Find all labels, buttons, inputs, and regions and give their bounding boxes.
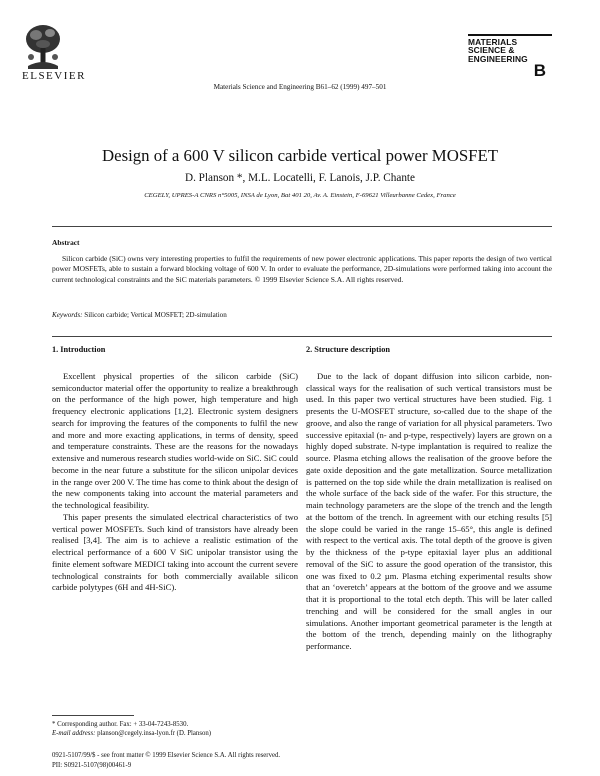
paragraph: This paper presents the simulated electrical characteristics of two vertical power MOSFETs. Such kind of transistors have already been realised [3,4]. The aim is to achieve a realistic estimation of the electrical performance of a 600 V SiC unipolar transistor using the finite element software MEDICI taking into account the current severe technological constraints for both commercially available silicon carbide polytypes (6H and 4H-SiC). [52,511,298,593]
left-column [52,344,298,594]
elsevier-tree-logo [22,22,64,70]
journal-logo-line: MATERIALS [468,37,518,47]
keywords [52,311,227,319]
paragraph: Excellent physical properties of the silicon carbide (SiC) semiconductor material offer the opportunity to realize a breakthrough on the performance of the high power, high temperature and high frequency electronic applications [1,2]. Electronic system designers search for improving the features of the components to fulfil the new and more and more exacting applications, in terms of density, speed and temperature constraints. These are the reasons for the nowadays extensive and numerous research studies world-wide on SiC. SiC could become in the near future a substitute for the silicon unipolar devices in the range over 200 V. The time has come to think about the design of the new components taking into account the material parameters and the technological feasibility. [52,370,298,510]
journal-logo [468,34,552,81]
journal-logo-letter: B [533,61,546,81]
abstract-bottom-divider [52,336,552,337]
abstract-heading: Abstract [52,238,80,247]
abstract-top-divider [52,226,552,227]
section-heading-structure: 2. Structure description [306,345,390,354]
publisher-name: ELSEVIER [22,70,86,82]
paragraph: Due to the lack of dopant diffusion into silicon carbide, non-classical ways for the realisation of such vertical transistors must be used. In this paper two vertical structures have been studied. Fig. 1 presents the U-MOSFET structure, so-called due to the shape of the groove, and also the range of variation for all physical parameters. Two successive epitaxial (n- and p-type, respectively) layers are grown on a highly doped substrate. N-type implantation is required to realize the source. Plasma etching allows the realisation of the groove before the gate oxide deposition and the gate metallization. Source metallization is patterned on the top side while the drain metallization is realised on the whole surface of the back side of the wafer. For this structure, the main technology parameters are the slope of the trench and the length at the bottom of the trench. In agreement with our etching results [5] the slope could be varied in the range 15–65°, this angle is defined with respect to the vertical axis. The total depth of the groove is given by the thickness of the p-type epitaxial layer plus an additional removal of the SiC to assure the good operation of the transistor, this one was fixed to 0.2 µm. Plasma etching experimental results show that an ‘overetch’ appears at the bottom of the groove and we assume that it is proportional to the total etch depth. This will be later called trenching and will be considered for the small angles in our simulations. Another important geometrical parameter is the length at the bottom of the trench, depending mainly on the lithography performance. [306,370,552,651]
section-heading-introduction: 1. Introduction [52,345,106,354]
journal-logo-line: ENGINEERING [468,53,528,64]
pii-line: PII: S0921-5107(98)00461-9 [52,761,132,769]
journal-logo-rule [468,34,552,36]
journal-reference: Materials Science and Engineering B61–62 (1999) 497–501 [213,83,387,91]
keywords-list: Silicon carbide; Vertical MOSFET; 2D-simulation [84,311,227,319]
corresponding-author-note: * Corresponding author. Fax: + 33-04-7243-8530. [52,721,189,728]
journal-logo-line: SCIENCE & [468,45,515,56]
front-matter [52,751,280,771]
author-list: D. Planson *, M.L. Locatelli, F. Lanois, J.P. Chante [185,172,415,184]
copyright-line: 0921-5107/99/$ - see front matter © 1999 Elsevier Science S.A. All rights reserved. [52,752,281,759]
right-column [306,344,552,653]
footnote [52,720,298,739]
affiliation: CEGELY, UPRES-A CNRS n°5005, INSA de Lyon, Bat 401 20, Av. A. Einstein, F-69621 Villeurbanne Cedex, France [144,192,456,199]
paper-title: Design of a 600 V silicon carbide vertical power MOSFET [102,146,498,165]
footnote-divider [52,715,134,716]
email-address: planson@cegely.insa-lyon.fr (D. Planson) [97,730,212,738]
abstract-text: Silicon carbide (SiC) owns very interesting properties to fulfil the requirements of new power electronic applications. This paper reports the design of two vertical power MOSFETs, able to sustain a forward blocking voltage of 600 V. In order to evaluate the performance, 2D-simulations were performed taking into account the current technological constraints and the SiC materials parameters. © 1999 Elsevier Science S.A. All rights reserved. [52,254,552,284]
email-label: E-mail address: [52,730,96,738]
email-line [52,729,298,738]
keywords-label: Keywords: [52,311,83,319]
